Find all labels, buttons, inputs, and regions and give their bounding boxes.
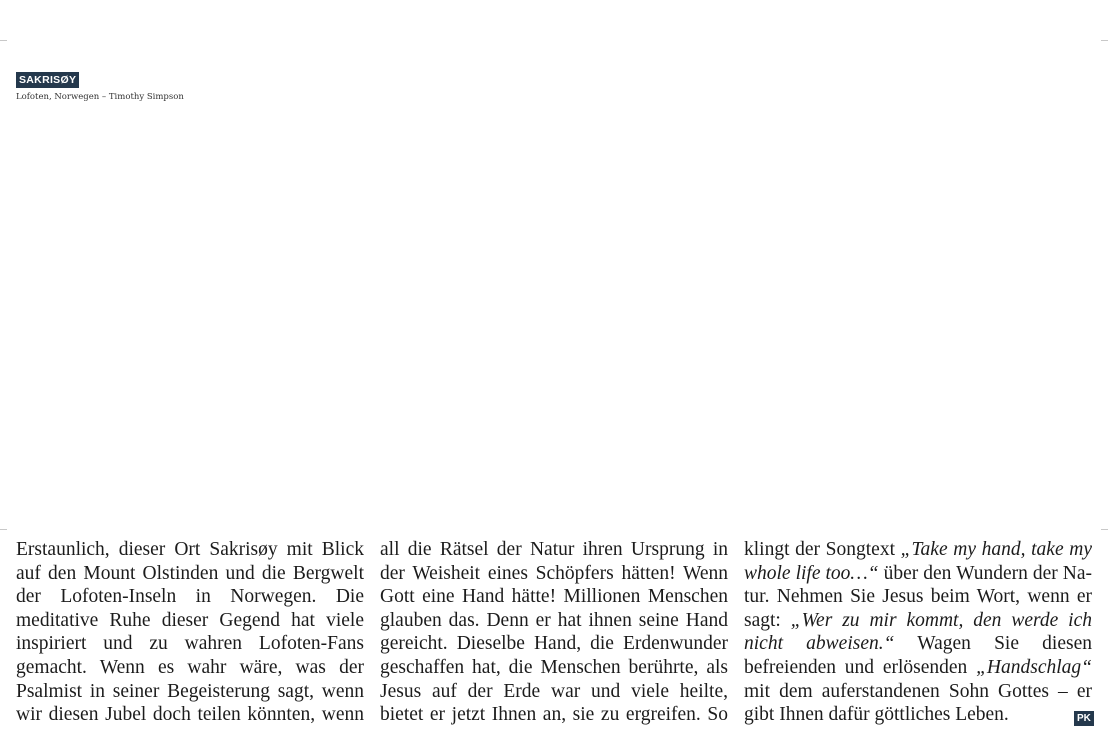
text-run: mit dem auferstandenen Sohn Gottes – er gibt Ihnen dafür göttliches Leben. <box>744 680 1092 726</box>
text-column-1: Erstaunlich, dieser Ort Sakrisøy mit Blick auf den Mount Olstinden und die Bergwelt der Lofoten-Inseln in Norwegen. Die meditative Ruhe dieser Gegend hat viele inspiriert und zu wahren Lofoten-Fans gemacht. Wenn es wahr wäre, was der Psalmist in seiner Begeisterung sagt, wenn wir diesen Jubel doch teilen könnten, wenn <box>16 539 364 726</box>
crop-mark-bottom-right <box>1101 529 1108 530</box>
text-run: klingt der Songtext <box>744 539 901 560</box>
crop-mark-bottom-left <box>0 529 7 530</box>
text-column-2: all die Rätsel der Natur ihren Ursprung in der Weisheit eines Schöpfers hätten! Wenn Gott eine Hand hätte! Millionen Menschen glauben das. Denn er hat ihnen seine Hand gereicht. Dieselbe Hand, die Erdenwunder geschaffen hat, die Menschen berührte, als Jesus auf der Erde war und viele heilte, bietet er jetzt Ihnen an, sie zu ergreifen. So <box>380 539 728 726</box>
photo-credit: Lofoten, Norwegen – Timothy Simpson <box>16 92 184 102</box>
bible-quote: „Wer zu mir kommt, den werde ich nicht abweisen.“ <box>744 609 1092 655</box>
location-tag: SAKRISØY <box>16 72 79 88</box>
article-body <box>16 538 1092 730</box>
author-initials-badge: PK <box>1074 711 1094 726</box>
song-quote: „Take my hand, take my whole life too…“ <box>744 539 1092 584</box>
text-run: Wagen Sie diesen befreienden und erlösenden <box>744 633 1092 678</box>
crop-mark-top-left <box>0 40 7 41</box>
text-column-3 <box>744 538 1092 730</box>
handshake-quote: „Handschlag“ <box>976 656 1092 678</box>
text-run: über den Wundern der Natur. Nehmen Sie Jesus beim Wort, wenn er sagt: <box>744 562 1092 631</box>
crop-mark-top-right <box>1101 40 1108 41</box>
photo-caption <box>16 70 184 102</box>
